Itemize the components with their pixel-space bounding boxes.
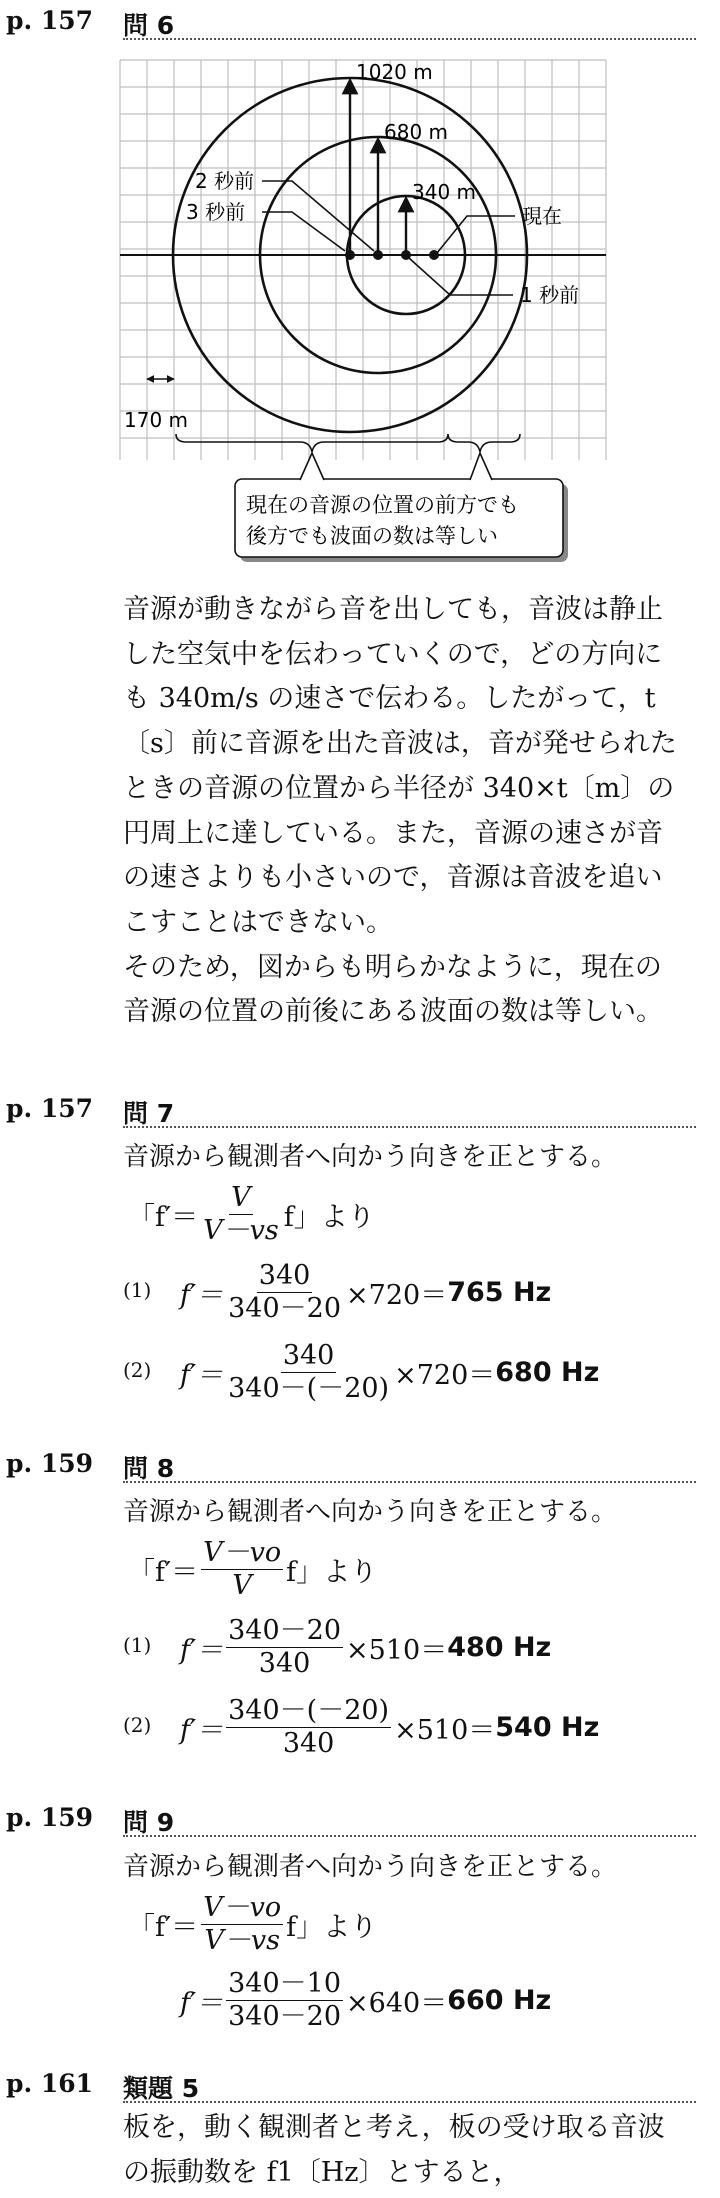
label-680: 680 m [384, 120, 449, 144]
label-3sec: 3 秒前 [186, 200, 246, 224]
q8-part1-equation [180, 1615, 551, 1680]
equation-fraction [226, 1695, 391, 1760]
fraction-numerator: V－vo [203, 1892, 282, 1923]
equation-lhs: f′＝ [180, 1635, 224, 1666]
label-1sec: 1 秒前 [520, 283, 580, 307]
q8-formula [128, 1537, 377, 1602]
formula-suffix: f」より [286, 1557, 378, 1588]
text-line: そのため，図からも明らかなように，現在の [123, 951, 662, 983]
part-label: (1) [123, 1633, 152, 1657]
dotted-rule [123, 2101, 696, 2103]
equation-fraction [226, 1340, 391, 1405]
fraction-numerator: V－vo [203, 1537, 282, 1568]
formula-suffix: f」より [283, 1202, 375, 1233]
equation-lhs: f′＝ [180, 1360, 224, 1391]
equation-fraction [226, 1968, 343, 2033]
section-header-q6 [0, 0, 720, 40]
dotted-rule [123, 1835, 696, 1837]
text-line: 音源の位置の前後にある波面の数は等しい。 [123, 996, 663, 1028]
answer-value: 765 Hz [447, 1277, 552, 1308]
q8-part2-equation [180, 1695, 599, 1760]
dotted-rule [123, 1481, 696, 1483]
formula-fraction [201, 1892, 283, 1957]
page-ref: p. 159 [6, 1803, 94, 1832]
formula-fraction [201, 1182, 281, 1247]
answer-value: 480 Hz [447, 1632, 552, 1663]
equation-fraction [226, 1615, 343, 1680]
label-1020: 1020 m [356, 60, 433, 84]
equation-lhs: f′＝ [180, 1988, 224, 2019]
q9-formula [128, 1892, 377, 1957]
fraction-denominator: 340－20 [228, 1293, 342, 1324]
answer-value: 680 Hz [495, 1357, 600, 1388]
formula-prefix: 「f′＝ [128, 1557, 199, 1588]
wavefront-diagram [0, 50, 720, 570]
text-line: も 340m/s の速さで伝わる。したがって，t [123, 683, 656, 715]
text-line: ときの音源の位置から半径が 340×t〔m〕の [123, 772, 675, 804]
equation-rest: ×720＝ [346, 1280, 448, 1311]
callout-line1: 現在の音源の位置の前方でも [246, 493, 519, 517]
q8-intro: 音源から観測者へ向かう向きを正とする。 [123, 1497, 618, 1527]
equation-rest: ×510＝ [346, 1635, 448, 1666]
text-line: した空気中を伝わっていくので，どの方向に [123, 638, 663, 670]
fraction-denominator: V－vs [204, 1925, 280, 1956]
text-line: の速さよりも小さいので，音源は音波を追い [123, 862, 663, 894]
dotted-rule [123, 1126, 696, 1128]
label-scale: 170 m [124, 408, 189, 432]
question-title: 問 6 [123, 11, 175, 40]
label-2sec: 2 秒前 [195, 169, 255, 193]
fraction-numerator: 340－(－20) [228, 1695, 390, 1726]
source-3sec [345, 250, 355, 260]
equation-fraction [226, 1260, 343, 1325]
page-ref: p. 159 [6, 1449, 94, 1478]
fraction-numerator: 340 [258, 1260, 311, 1291]
r5-text [123, 2106, 698, 2195]
formula-prefix: 「f′＝ [128, 1202, 199, 1233]
q7-part2-equation [180, 1340, 599, 1405]
q7-part1-equation [180, 1260, 551, 1325]
equation-rest: ×510＝ [394, 1715, 496, 1746]
q6-explanation [123, 588, 698, 1035]
q7-formula [128, 1182, 375, 1247]
fraction-denominator: 340 [282, 1728, 335, 1759]
question-title: 類題 5 [123, 2074, 200, 2103]
text-line: 〔s〕前に音源を出た音波は，音が発せられた [123, 728, 677, 760]
formula-suffix: f」より [286, 1912, 378, 1943]
part-label: (2) [123, 1713, 152, 1737]
callout-line2: 後方でも波面の数は等しい [246, 524, 498, 548]
part-label: (1) [123, 1278, 152, 1302]
page-ref: p. 161 [6, 2069, 94, 2098]
section-header-q7 [0, 1088, 720, 1128]
grid [120, 60, 606, 460]
text-line: の振動数を f1〔Hz〕とすると， [123, 2156, 521, 2188]
question-title: 問 9 [123, 1808, 175, 1837]
fraction-denominator: 340 [258, 1648, 311, 1679]
callout-tail-2 [470, 453, 492, 480]
fraction-numerator: 340 [282, 1340, 335, 1371]
page-ref: p. 157 [6, 6, 94, 35]
text-line: 円周上に達している。また，音源の速さが音 [123, 817, 663, 849]
q7-intro: 音源から観測者へ向かう向きを正とする。 [123, 1142, 618, 1172]
fraction-denominator: 340－20 [228, 2001, 342, 2032]
section-header-r5 [0, 2063, 720, 2103]
question-title: 問 7 [123, 1099, 175, 1128]
fraction-numerator: 340－20 [228, 1615, 342, 1646]
equation-rest: ×640＝ [346, 1988, 448, 2019]
equation-lhs: f′＝ [180, 1280, 224, 1311]
fraction-denominator: 340－(－20) [228, 1373, 390, 1404]
q9-equation [180, 1968, 551, 2033]
fraction-denominator: V [232, 1570, 252, 1601]
brace-back [176, 434, 448, 452]
label-340: 340 m [412, 180, 477, 204]
fraction-denominator: V－vs [203, 1215, 279, 1246]
equation-rest: ×720＝ [394, 1360, 496, 1391]
page-ref: p. 157 [6, 1094, 94, 1123]
leader-3sec [262, 212, 345, 251]
formula-fraction [201, 1537, 283, 1602]
fraction-numerator: V [231, 1182, 251, 1213]
q9-intro: 音源から観測者へ向かう向きを正とする。 [123, 1852, 618, 1882]
question-title: 問 8 [123, 1454, 175, 1483]
source-2sec [373, 250, 383, 260]
label-now: 現在 [522, 204, 562, 228]
section-header-q9 [0, 1797, 720, 1837]
section-header-q8 [0, 1443, 720, 1483]
text-line: 音源が動きながら音を出しても，音波は静止 [123, 594, 663, 625]
callout-tail [300, 453, 324, 480]
dotted-rule [123, 38, 696, 40]
fraction-numerator: 340－10 [228, 1968, 342, 1999]
brace-front [448, 434, 520, 452]
text-line: 板を，動く観測者と考え，板の受け取る音波 [123, 2112, 665, 2143]
part-label: (2) [123, 1358, 152, 1382]
text-line: こすことはできない。 [123, 906, 393, 938]
formula-prefix: 「f′＝ [128, 1912, 199, 1943]
equation-lhs: f′＝ [180, 1715, 224, 1746]
answer-value: 540 Hz [495, 1712, 600, 1743]
answer-value: 660 Hz [447, 1985, 552, 2016]
